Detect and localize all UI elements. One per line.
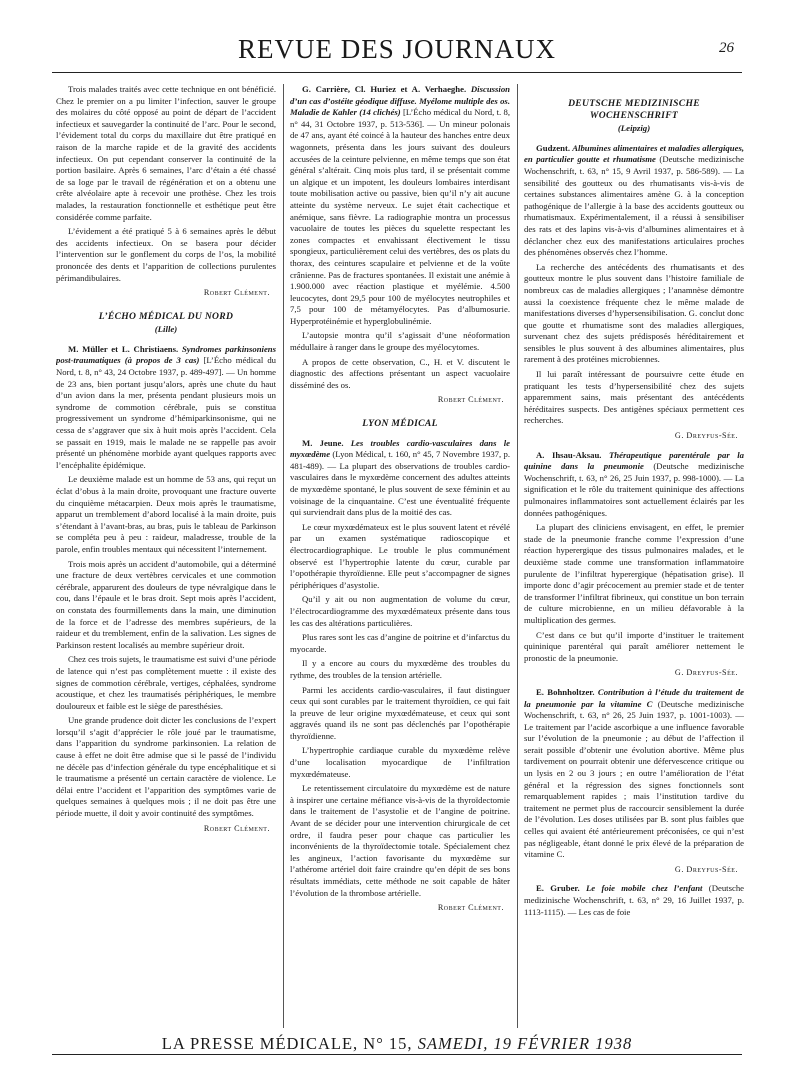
section-location: (Leipzig): [617, 123, 651, 134]
article-authors: M. Jeune.: [302, 437, 344, 448]
paragraph: La plupart des cliniciens envisagent, en effet, le premier stade de la pneumonie franche comme l’expression d’une réaction hyperergique des tissus pulmonaires malades, et le deuxième stade comme une transformation inflammatoire purulente de l’infiltrat hyperergique (hépatisation grise). Il importe donc d’agir précocement au premier stade et de tenter de transformer l’infiltrat fibrineux, qui constitue un bon terrain de culture microbienne, en un milieu défavorable à la multiplication des germes.: [524, 522, 744, 625]
column-divider: [283, 84, 284, 1028]
author-signature: Robert Clément.: [437, 903, 504, 913]
section-location: (Lille): [154, 324, 178, 335]
paragraph: Le cœur myxœdémateux est le plus souvent latent et révélé par un examen systématique radioscopique et électrocardiographique. Le trouble le plus communément observé est l’hypertrophie latente du cœur, curable par l’opothérapie thyroïdienne. Elle peut s’accompagner de signes périphériques d’asystolie.: [290, 521, 510, 590]
article-entry: [524, 687, 744, 861]
page-header: [52, 30, 742, 68]
article-authors: Gudzent.: [536, 142, 571, 153]
article-title: Thérapeutique parentérale par la quinine dans la pneumonie: [524, 449, 744, 472]
paragraph: La recherche des antécédents des rhumatisants et des goutteux montre le plus souvent dans l’histoire familiale de nombreux cas de maladies allergiques ; l’anamnèse démontre aussi la coexistence fréquente chez le même malade de manifestations diverses d’hypersensibilisation. G. conclut donc que goutte et rhumatisme sont des maladies allergiques, survenant chez des sujets prédisposés héréditairement et sensibles le plus souvent à des albumines alimentaires, plus rarement à des protéines microbiennes.: [524, 261, 744, 365]
article-entry: [524, 450, 744, 520]
column-divider: [517, 84, 518, 1028]
section-heading: DEUTSCHE MEDIZINISCHE WOCHENSCHRIFT: [568, 98, 700, 121]
footer-publication: LA PRESSE MÉDICALE, N° 15,: [161, 1034, 413, 1053]
paragraph: L’évidement a été pratiqué 5 à 6 semaines après le début des accidents infectieux. On se basera pour décider l’intervention sur le gonflement du corps de l’os, la mobilité prononcée des dents et l’apparition de collections purulentes périmandibulaires.: [56, 226, 276, 283]
article-entry: [524, 883, 744, 918]
article-authors: G. Carrière, Cl. Huriez et A. Verhaeghe.: [302, 84, 467, 94]
paragraph: Le deuxième malade est un homme de 53 ans, qui reçut un éclat d’obus à la main droite, provoquant une fracture ouverte du cinquième métacarpien. Deux mois après le traumatisme, apparut un tremblement d’abord localisé à la main droite, puis s’étendant à l’avant-bras, au bras, puis le tableau de Parkinson se compléta peu à peu : raideur, maladresse, trouble de la parole, enfin troubles mentaux qui nécessitent l’internement.: [56, 474, 276, 554]
paragraph: C’est dans ce but qu’il importe d’instituer le traitement quininique parentéral qui paraît améliorer nettement le pronostic de la pneumonie.: [524, 629, 744, 663]
article-entry: [56, 344, 276, 472]
header-rule: [52, 72, 742, 73]
author-signature: Robert Clément.: [203, 823, 270, 833]
article-reference: (Deutsche medizinische Wochenschrift, t. 63, n° 15, 9 Avril 1937, p. 586-589). — La sensibilité des goutteux ou des rhumatisants vis-à-vis de certaines substances alimentaires amène G. à la conception pathogénique de l’allergie à la base des accidents goutteux ou rhumatismaux. Expérimentalement, il a réussi à sensibiliser des rats et des lapins vis-à-vis d’albumines alimentaires et à déclancher chez eux des manifestations articulaires proches des phénomènes observés chez l’homme.: [524, 154, 744, 258]
journal-title: REVUE DES JOURNAUX: [237, 34, 556, 64]
column-right: [524, 84, 744, 1028]
paragraph: Trois mois après un accident d’automobile, qui a déterminé une fracture de deux vertèbres cervicales et une commotion cérébrale, apparurent des douleurs de type névralgique dans le cou, dans l’épaule et le bras droit. Sept mois après l’accident, on constata des fourmillements dans la main, une diminution de la force et de l’adresse des membres supérieurs, de la raideur et du tremblement, enfin de la salivation. Les signes de Parkinson restent localisés au membre supérieur droit.: [56, 558, 276, 650]
article-reference: [L’Écho médical du Nord, t. 8, n° 44, 31 Octobre 1937, p. 513-536]. — Un mineur polonais de 47 ans, ayant été coincé à la hauteur des hanches entre deux wagonnets, présenta dans les jours suivant des douleurs accusées de la ceinture pelvienne, en même temps que son état général s’altérait. Cinq mois plus tard, il se présentait comme un algique et un impotent, les douleurs lombaires interdisant toute mobilisation active ou passive, bien qu’il n’y ait aucune atteinte du système nerveux. Le sujet était cachectique et anémique, sans fièvre. La radiographie montra un processus vacuolaire de toutes les pièces du squelette respectant les zones compactes et envahissant électivement le tissu spongieux, particulièrement celui des vertèbres, des os plats du thorax, des ceintures scapulaire et pelvienne et de la voûte crânienne. Pas de fractures spontanées. Il existait une anémie à 1.900.000 avec réaction plastique et myélémie. 4.500 leucocytes, dont 29,5 pour 100 de myélocytes neutrophiles et 7,5 pour 100 de métamyélocytes. Pas d’albumosurie. Hyperprotéinémie et hyperglobulinémie.: [290, 107, 510, 326]
section-heading: LYON MÉDICAL: [362, 418, 438, 430]
author-signature: Robert Clément.: [437, 395, 504, 405]
author-signature: Robert Clément.: [203, 288, 270, 298]
article-authors: E. Gruber.: [536, 883, 580, 894]
paragraph: Trois malades traités avec cette technique en ont bénéficié. Chez le premier on a pu limiter l’infection, sauver le groupe des molaires du côté opposé au point de départ de l’accident infectieux et sauvegarder la continuité de l’arc. Pour le second, l’évidement total du corps du maxillaire dut être pratiqué en raison de la marche rapide et de la gravité des accidents infectieux. On put cependant conserver la continuité de la portion basilaire. Après 6 semaines, l’arc d’étain a été chassé de sa loge par le travail de régénération et on a obtenu une crête alvéolaire apte à recevoir une prothèse. Chez les trois malades, la restauration fonctionnelle et esthétique peut être considérée comme parfaite.: [56, 84, 276, 222]
paragraph: Chez ces trois sujets, le traumatisme est suivi d’une période de latence qui n’est pas complètement muette : il existe des signes de commotion cérébrale, vertiges, céphalées, syndrome acoustique, et chez les traumatisés périphériques, le membre douloureux et faible est le siège de paresthésies.: [56, 654, 276, 711]
article-entry: [290, 84, 510, 327]
page-number: 26: [719, 40, 734, 56]
article-authors: M. Müller et L. Christiaens.: [68, 343, 179, 354]
article-reference: [L’Écho médical du Nord, t. 8, n° 43, 24 Octobre 1937, p. 489-497]. — Un homme de 23 ans, bien portant jusqu’alors, après une chute du haut d’un avion dans la mer, présenta pendant plusieurs mois un syndrome de commotion cérébrale, puis se constitua progressivement un syndrome d’hémiparkinsonisme, qui ne cessa de s’aggraver que six à huit mois après l’accident. Cela se passait en 1919, mais le malade ne se rappelle pas avoir présenté un phénomène morbide ayant quelques rapports avec l’encéphalite épidémique.: [56, 355, 276, 470]
paragraph: Il y a encore au cours du myxœdème des troubles du rythme, des troubles de la tension artérielle.: [290, 658, 510, 680]
paragraph: Il lui paraît intéressant de poursuivre cette étude en pratiquant les tests d’hypersensibilité chez des sujets apparemment sains, mais présentant des antécédents héréditaires suspects. Des antigènes spéciaux permettent ces recherches.: [524, 369, 744, 426]
article-title: Syndromes parkinsoniens post-traumatiques (à propos de 3 cas): [56, 343, 276, 366]
article-reference: (Deutsche medizinische Wochenschrift, t. 63, n° 26, 25 Juin 1937, p. 998-1000). — La signification et le rôle du traitement quininique des affections pulmonaires inflammatoires sont actuellement éclairés par les données pathogéniques.: [524, 461, 744, 518]
paragraph: Plus rares sont les cas d’angine de poitrine et d’infarctus du myocarde.: [290, 632, 510, 654]
paragraph: L’autopsie montra qu’il s’agissait d’une néoformation médullaire à ranger dans le groupe des myélocytomes.: [290, 330, 510, 353]
paragraph: Parmi les accidents cardio-vasculaires, il faut distinguer ceux qui sont curables par le traitement thyroïdien, ce qui fait la preuve de leur origine myxœdémateuse, et ceux qui sont aggravés quand ils ne sont pas déclenchés par l’opothérapie thyroïdienne.: [290, 684, 510, 741]
article-reference: (Lyon Médical, t. 160, n° 45, 7 Novembre 1937, p. 481-489). — La plupart des observations de troubles cardio-vasculaires dans le myxœdème concernent des adultes atteints de myxœdème spontané, le plus souvent de sexe féminin et au voisinage de la cinquantaine. C’est une éventualité fréquente qui surviendrait dans plus de la moitié des cas.: [290, 449, 510, 518]
article-entry: [290, 438, 510, 519]
footer-rule: [52, 1054, 742, 1055]
paragraph: Une grande prudence doit dicter les conclusions de l’expert lorsqu’il s’agit d’apprécier le rôle joué par le traumatisme, dans l’apparition du syndrome parkinsonien. La relation de cause à effet ne doit être admise que si le passé de l’individu ne décèle pas d’infection générale du type encéphalitique et si le traumatisme a présenté un certain caractère de violence. Le délai entre l’accident et l’apparition des symptômes varie de quelques semaines à quelques mois ; il ne doit pas être une période muette, il doit y avoir continuité des symptômes.: [56, 715, 276, 819]
paragraph: Qu’il y ait ou non augmentation de volume du cœur, l’électrocardiogramme des myxœdémateux présente dans tous les cas des altérations particulières.: [290, 594, 510, 628]
article-authors: A. Ihsau-Aksau.: [536, 449, 602, 460]
article-title: Les troubles cardio-vasculaires dans le myxœdème: [290, 437, 510, 460]
article-reference: (Deutsche medizinische Wochenschrift, t. 63, n° 26, 25 Juin 1937, p. 1001-1003). — Le traitement par l’acide ascorbique a une influence favorable sur l’évolution de la pneumonie ; au début de l’affection il serait possible d’obtenir une évolution abortive. Même plus tardivement on pourrait obtenir une défervescence critique ou un lysis en 2 ou 3 jours ; en outre l’amélioration de l’état général et la régression des signes fonctionnels sont remarquablement rapides ; mais l’institution tardive du traitement ne permet plus de raccourcir sensiblement la durée de l’évolution. Les doses utilisées par B. sont plus faibles que celles qui avaient été antérieurement préconisées, ce qui n’est pas négligeable, étant donné le prix élevé de la préparation de vitamine C.: [524, 698, 744, 860]
author-signature: G. Dreyfus-Sée.: [674, 431, 738, 441]
article-title: Discussion d’un cas d’ostéite géodique diffuse. Myélome multiple des os. Maladie de Kahler (14 clichés): [290, 84, 510, 118]
section-heading: L’ÉCHO MÉDICAL DU NORD: [98, 310, 234, 322]
author-signature: G. Dreyfus-Sée.: [674, 864, 738, 874]
column-middle: [290, 84, 510, 1028]
paragraph: Le retentissement circulatoire du myxœdème est de nature à inspirer une certaine méfiance vis-à-vis de la thyroïdectomie dans le traitement de l’asystolie et de l’angine de poitrine. Avant de se décider pour une intervention chirurgicale de cet ordre, il faudra peser pour chaque cas particulier les inconvénients de la thyroïdectomie totale. Spécialement chez les angineux, l’action favorisante du myxœdème sur l’athérome artériel doit faire craindre qu’en dépit de ses bons résultats immédiats, cette méthode ne soit capable de hâter l’évolution de la thrombose artérielle.: [290, 783, 510, 898]
footer-date: SAMEDI, 19 FÉVRIER 1938: [417, 1034, 633, 1053]
article-authors: E. Bohnholtzer.: [536, 686, 595, 697]
article-entry: [524, 143, 744, 259]
column-left: [56, 84, 276, 1028]
page-footer: [52, 1034, 742, 1054]
article-title: Contribution à l’étude du traitement de la pneumonie par la vitamine C: [524, 686, 744, 709]
article-title: Le foie mobile chez l’enfant: [585, 883, 703, 894]
paragraph: A propos de cette observation, C., H. et V. discutent le diagnostic des affections présentant un aspect vacuolaire disséminé des os.: [290, 356, 510, 390]
author-signature: G. Dreyfus-Sée.: [674, 668, 738, 678]
paragraph: L’hypertrophie cardiaque curable du myxœdème relève d’une localisation myocardique de l’infiltration myxœdémateuse.: [290, 745, 510, 779]
article-title: Albumines alimentaires et maladies allergiques, en particulier goutte et rhumatisme: [524, 142, 744, 165]
article-reference: (Deutsche medizinische Wochenschrift, t. 63, n° 29, 16 Juillet 1937, p. 1113-1115). — Les cas de foie: [524, 883, 744, 917]
